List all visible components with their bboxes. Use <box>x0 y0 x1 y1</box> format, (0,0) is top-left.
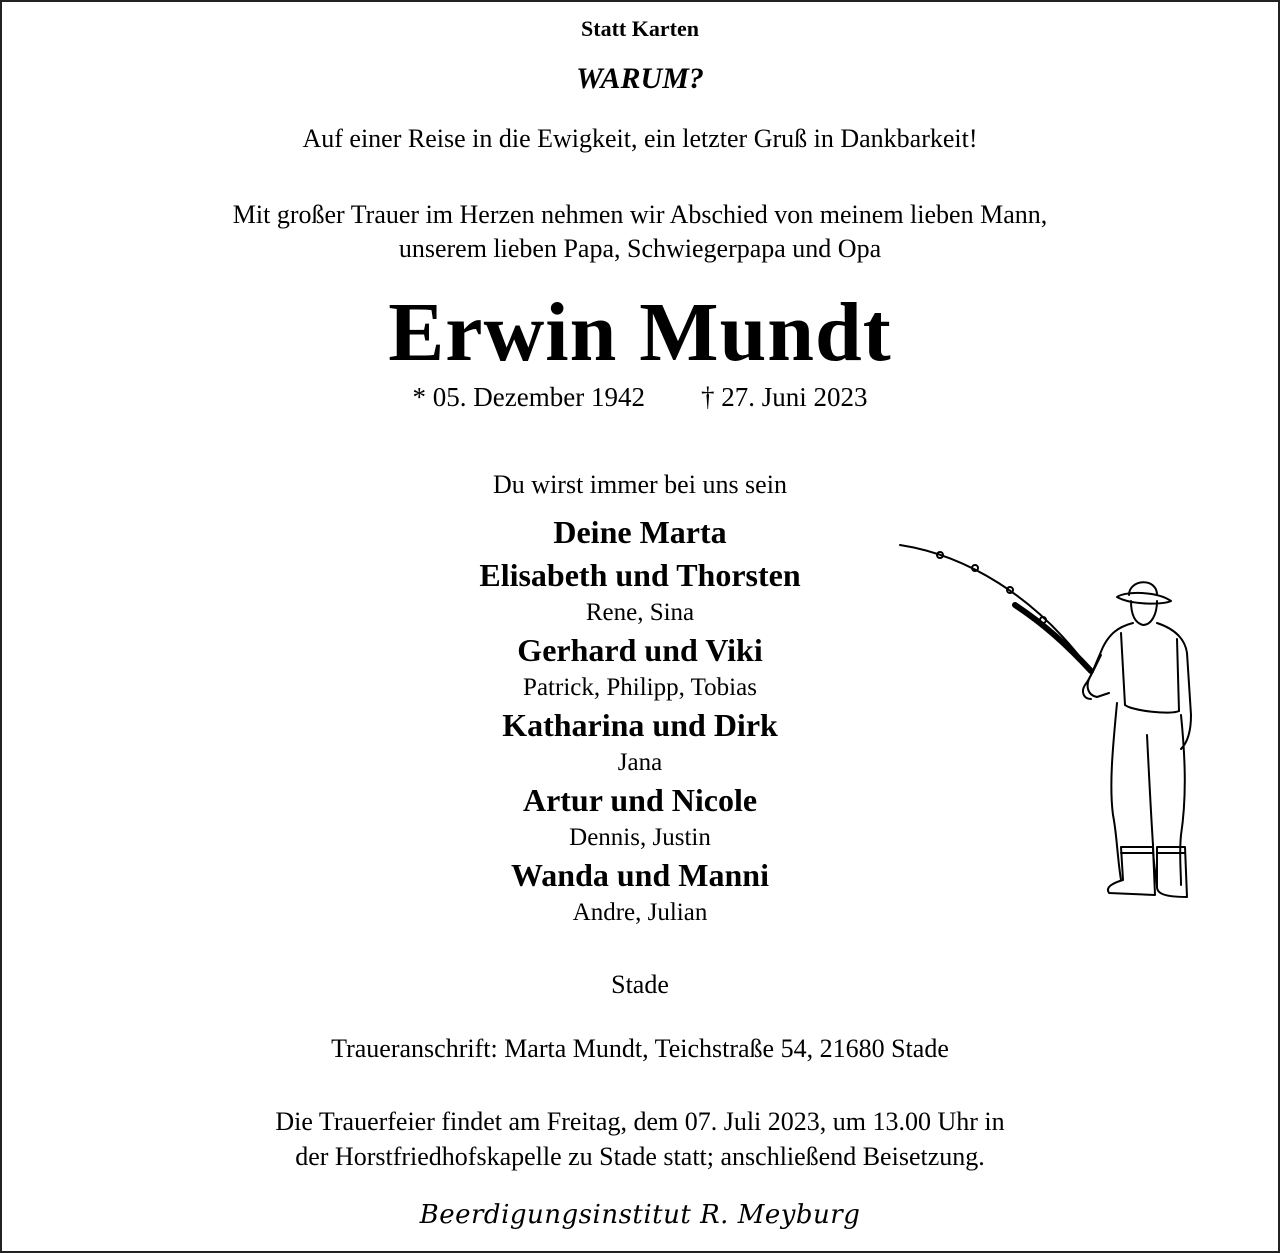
family-names: Katharina und Dirk <box>502 707 778 743</box>
family-children: Dennis, Justin <box>569 824 711 851</box>
family-children: Jana <box>617 749 663 776</box>
family-names: Wanda und Manni <box>511 857 769 893</box>
family-children: Rene, Sina <box>585 599 695 626</box>
family-names: Artur und Nicole <box>522 782 758 818</box>
fisherman-icon <box>895 535 1205 910</box>
statt-karten: Statt Karten <box>581 16 699 41</box>
location: Stade <box>611 970 669 999</box>
dedication-line: Auf einer Reise in die Ewigkeit, ein letzter Gruß in Dankbarkeit! <box>302 124 978 153</box>
ceremony-line-2: der Horstfriedhofskapelle zu Stade statt; anschließend Beisetzung. <box>295 1142 985 1171</box>
deceased-name: Erwin Mundt <box>388 286 892 379</box>
mourning-address: Traueranschrift: Marta Mundt, Teichstraße 54, 21680 Stade <box>331 1034 949 1063</box>
announcement-line-2: unserem lieben Papa, Schwiegerpapa und Opa <box>398 234 882 263</box>
announcement-line-1: Mit großer Trauer im Herzen nehmen wir Abschied von meinem lieben Mann, <box>232 200 1048 229</box>
family-names: Deine Marta <box>553 514 727 550</box>
life-dates <box>0 382 1280 413</box>
ceremony-line-1: Die Trauerfeier findet am Freitag, dem 07. Juli 2023, um 13.00 Uhr in <box>275 1107 1005 1136</box>
family-names: Gerhard und Viki <box>517 632 763 668</box>
family-children: Andre, Julian <box>572 899 708 926</box>
death-date: † 27. Juni 2023 <box>700 382 868 412</box>
birth-date: * 05. Dezember 1942 <box>412 382 645 412</box>
family-children: Patrick, Philipp, Tobias <box>523 674 757 701</box>
funeral-home: Beerdigungsinstitut R. Meyburg <box>419 1200 861 1230</box>
warum-heading: WARUM? <box>576 62 704 95</box>
family-names: Elisabeth und Thorsten <box>479 557 801 593</box>
closing-phrase: Du wirst immer bei uns sein <box>493 470 787 499</box>
